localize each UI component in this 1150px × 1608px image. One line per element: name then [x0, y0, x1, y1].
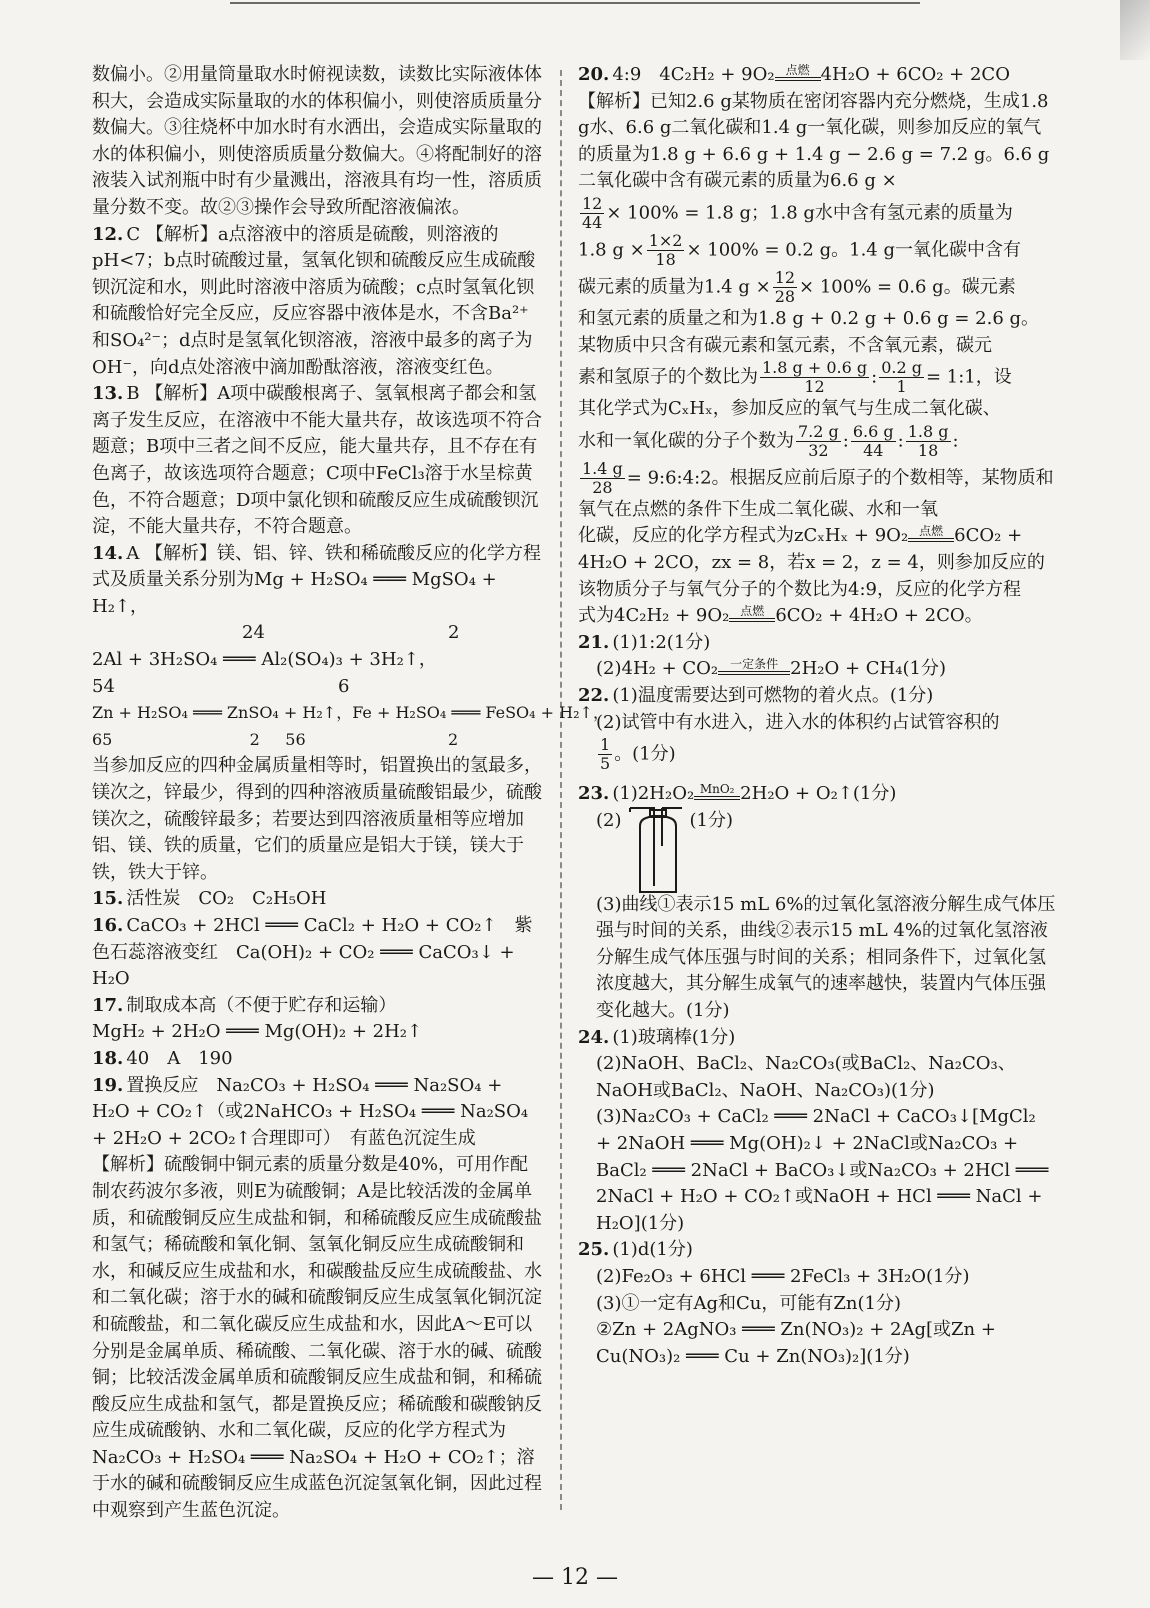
- denominator: 18: [655, 249, 676, 269]
- q20-line-i: [578, 460, 1056, 524]
- q16-text: CaCO₃ + 2HCl ═══ CaCl₂ + H₂O + CO₂↑ 紫色石蕊溶液变红 Ca(OH)₂ + CO₂ ═══ CaCO₃↓ + H₂O: [92, 915, 533, 990]
- fraction-12-44: [580, 195, 604, 232]
- q24-number: 24.: [578, 1026, 610, 1048]
- answer-15: [92, 886, 544, 913]
- fraction-1-5: [598, 736, 612, 773]
- numerator: 1.4 g: [582, 458, 623, 478]
- denominator: 28: [592, 477, 613, 497]
- gas-bottle-diagram-icon: [626, 806, 686, 896]
- q19-analysis: 【解析】硫酸铜中铜元素的质量分数是40%，可用作配制农药波尔多液，则E为硫酸铜；A是比较活泼的金属单质，和硫酸铜反应生成盐和铜，和稀硫酸反应生成硫酸盐和氢气；稀硫酸和氧化铜、氢氧化铜反应生成硫酸铜和水，和碱反应生成盐和水，和碳酸盐反应生成硫酸盐、水和二氧化碳；溶于水的碱和硫酸铜反应生成氢氧化铜沉淀和硫酸盐，和二氧化碳反应生成盐和水，因此A～E可以分别是金属单质、稀硫酸、二氧化碳、溶于水的碱、硫酸铜；比较活泼金属单质和硫酸铜反应生成盐和铜，和稀硫酸反应生成盐和氢气，都是置换反应；稀硫酸和碳酸钠反应生成硫酸钠、水和二氧化碳，反应的化学方程式为Na₂CO₃ + H₂SO₄ ═══ Na₂SO₄ + H₂O + CO₂↑；溶于水的碱和硫酸铜反应生成蓝色沉淀氢氧化铜，因此过程中观察到产生蓝色沉淀。: [92, 1154, 542, 1522]
- fraction-co: [580, 460, 625, 497]
- mno2-condition-arrow: [694, 783, 740, 808]
- q14-number: 14.: [92, 542, 124, 564]
- denominator: 28: [774, 286, 796, 306]
- q21-text-2a: (2)4H₂ + CO₂: [596, 658, 719, 680]
- numerator: 0.2 g: [881, 358, 922, 378]
- numerator: 12: [582, 193, 603, 213]
- q14-mass-2: 54 6: [92, 675, 350, 697]
- answer-24-part-2: (2)NaOH、BaCl₂、Na₂CO₃(或BaCl₂、Na₂CO₃、NaOH或BaCl₂、NaOH、Na₂CO₃)(1分): [596, 1053, 1016, 1101]
- fraction-co2: [851, 423, 896, 460]
- answer-17: [92, 993, 544, 1020]
- q20-text-f2: = 1:1，设: [925, 366, 1012, 388]
- q25-number: 25.: [578, 1239, 610, 1261]
- condition-label: MnO₂: [699, 781, 735, 796]
- q16-number: 16.: [92, 915, 124, 936]
- denominator: 12: [804, 377, 825, 397]
- denominator: 44: [582, 212, 603, 232]
- numerator: 12: [774, 267, 796, 287]
- q20-line-d: [578, 269, 1056, 306]
- q14-mass-1: 24 2: [242, 622, 460, 644]
- answer-23-part-3: (3)曲线①表示15 mL 6%的过氧化氢溶液分解生成气体压强与时间的关系，曲线②表示15 mL 4%的过氧化氢溶液分解生成气体压强与时间的关系；相同条件下，过氧化氢浓度越大，其分解生成氧气的速率越快，装置内气体压强变化越大。(1分): [596, 893, 1056, 1022]
- answer-14: [92, 541, 544, 621]
- q22-number: 22.: [578, 684, 610, 706]
- q14-equation-3: Zn + H₂SO₄ ═══ ZnSO₄ + H₂↑，Fe + H₂SO₄ ═══ FeSO₄ + H₂↑，: [92, 703, 609, 723]
- q18-text: 40 A 190: [126, 1047, 233, 1069]
- q14-mass-3: 65 2 56 2: [92, 729, 459, 749]
- fraction-2-18: [647, 232, 685, 269]
- right-column: [578, 62, 1056, 1370]
- double-arrow: [694, 796, 740, 800]
- q23-text-1a: (1)2H₂O₂: [612, 783, 695, 805]
- q20-number: 20.: [578, 64, 610, 85]
- q17-equation: MgH₂ + 2H₂O ═══ Mg(OH)₂ + 2H₂↑: [92, 1021, 423, 1043]
- denominator: 1: [896, 377, 907, 397]
- fraction-o2: [796, 423, 841, 460]
- condition-label: 点燃: [785, 62, 810, 77]
- q14-text: A 【解析】镁、铝、锌、铁和稀硫酸反应的化学方程式及质量关系分别为Mg + H₂SO₄ ═══ MgSO₄ + H₂↑，: [92, 542, 542, 617]
- q23-number: 23.: [578, 783, 610, 805]
- q20-line-j: [578, 523, 1056, 550]
- answer-25-part-1: [578, 1237, 1056, 1264]
- answer-21-part-1: [578, 630, 1056, 657]
- ignite-condition-arrow-3: [729, 605, 775, 630]
- double-arrow: [718, 671, 790, 675]
- denominator: 18: [917, 440, 939, 460]
- q13-text: B 【解析】A项中碳酸根离子、氢氧根离子都会和氢离子发生反应，在溶液中不能大量共存，故该选项不符合题意；B项中三者之间不反应，能大量共存，且不存在有色离子，故该选项符合题意；C项中FeCl₃溶于水呈棕黄色，不符合题意；D项中氯化钡和硫酸反应生成硫酸钡沉淀，不能大量共存，不符合题意。: [92, 383, 542, 538]
- top-rule: [230, 2, 920, 4]
- q19-number: 19.: [92, 1074, 124, 1096]
- q15-number: 15.: [92, 888, 124, 910]
- q20-text-c1: 1.8 g ×: [578, 239, 645, 261]
- answer-22-part-3: [578, 736, 1056, 773]
- q20-text-g: 其化学式为CₓHₓ，参加反应的氧气与生成二氧化碳、: [578, 398, 1001, 420]
- q20-text-e: 和氢元素的质量之和为1.8 g + 0.2 g + 0.6 g = 2.6 g。某物质中只含有碳元素和氢元素，不含氧元素，碳元: [578, 307, 1040, 356]
- answer-22-part-1: [578, 683, 1056, 710]
- answer-23-part-1: [578, 781, 1056, 808]
- answer-20: [578, 62, 1056, 89]
- fraction-h2o: [906, 423, 951, 460]
- condition-label: 点燃: [919, 523, 944, 538]
- q20-text-j2: 6CO₂ +: [954, 525, 1023, 547]
- numerator: 1.8 g + 0.6 g: [762, 358, 868, 378]
- q20-text-j1: 化碳，反应的化学方程式为zCₓHₓ + 9O₂: [578, 525, 909, 547]
- answer-25-part-4: ②Zn + 2AgNO₃ ═══ Zn(NO₃)₂ + 2Ag[或Zn + Cu(NO₃)₂ ═══ Cu + Zn(NO₃)₂](1分): [596, 1319, 996, 1367]
- answer-25-part-2: (2)Fe₂O₃ + 6HCl ═══ 2FeCl₃ + 3H₂O(1分): [596, 1266, 970, 1287]
- catalyst-condition-arrow: [718, 658, 790, 683]
- q20-line-l: [578, 603, 1056, 630]
- q14-equation-2: 2Al + 3H₂SO₄ ═══ Al₂(SO₄)₃ + 3H₂↑，: [92, 649, 437, 671]
- denominator: 32: [808, 440, 829, 460]
- numerator: 7.2 g: [798, 421, 839, 441]
- q15-text: 活性炭 CO₂ C₂H₅OH: [126, 888, 327, 910]
- denominator: 44: [863, 440, 884, 460]
- q20-line-h: 水和一氧化碳的分子个数为 $\frac{7.2 g}{32}$ : $\frac{6.6 g}{44}$ : $\frac{1.8 g}{18}$ :: [578, 421, 959, 460]
- q20-products: 4H₂O + 6CO₂ + 2CO: [820, 64, 1010, 85]
- q14-conclusion: 当参加反应的四种金属质量相等时，铝置换出的氢最多，镁次之，锌最少，得到的四种溶液质量硫酸铝最少，硫酸镁次之，硫酸锌最多；若要达到四溶液质量相等应增加铝、镁、铁的质量，它们的质量应是铝大于镁，镁大于铁，铁大于锌。: [92, 755, 542, 883]
- numerator: 6.6 g: [852, 421, 894, 441]
- q20-text-c2: × 100% = 0.2 g。1.4 g一氧化碳中含有: [686, 239, 1021, 261]
- q20-text-f1: 素和氢原子的个数比为: [578, 366, 758, 388]
- denominator: 5: [600, 754, 611, 774]
- q23-score-2: (1分): [689, 809, 733, 831]
- q12-number: 12.: [92, 223, 124, 245]
- q22-text-3: 。(1分): [614, 743, 676, 765]
- ignite-condition-arrow: [775, 64, 821, 89]
- double-arrow: [729, 618, 775, 622]
- condition-label: 一定条件: [730, 656, 779, 671]
- q20-text-k: 4H₂O + 2CO，zx = 8，若x = 2，z = 4，则参加反应的该物质分子与氧气分子的个数比为4:9，反应的化学方程: [578, 551, 1045, 600]
- double-arrow: [775, 77, 821, 81]
- q17-number: 17.: [92, 994, 124, 1016]
- q20-text-d2: × 100% = 0.6 g。碳元素: [799, 276, 1016, 298]
- q20-line-c: [578, 232, 1056, 269]
- q18-number: 18.: [92, 1047, 124, 1069]
- q20-text-l1: 式为4C₂H₂ + 9O₂: [578, 605, 730, 627]
- q25-text-1: (1)d(1分): [612, 1239, 693, 1261]
- q17-text: 制取成本高（不便于贮存和运输）: [126, 994, 397, 1016]
- q20-line-b: [578, 195, 1056, 232]
- q24-text-1: (1)玻璃棒(1分): [612, 1026, 736, 1048]
- q20-text-b: × 100% = 1.8 g；1.8 g水中含有氢元素的质量为: [606, 202, 1013, 224]
- q23-text-1b: 2H₂O + O₂↑(1分): [740, 783, 897, 805]
- q12-text: C 【解析】a点溶液中的溶质是硫酸，则溶液的pH<7；b点时硫酸过量，氢氧化钡和硫酸反应生成硫酸钡沉淀和水，则此时溶液中溶质为硫酸；c点时氢氧化钡和硫酸恰好完全反应，反应容器中液体是水，不含Ba²⁺和SO₄²⁻；d点时是氢氧化钡溶液，溶液中最多的离子为OH⁻，向d点处溶液中滴加酚酞溶液，溶液变红色。: [92, 223, 536, 378]
- answer-12: [92, 222, 544, 382]
- condition-label: 点燃: [740, 603, 765, 618]
- ignite-condition-arrow-2: [908, 525, 954, 550]
- answer-18: [92, 1046, 544, 1073]
- answer-22-part-2: (2)试管中有水进入，进入水的体积约占试管容积的: [596, 711, 1000, 733]
- q20-text-i: = 9:6:4:2。根据反应前后原子的个数相等，某物质和氧气在点燃的条件下生成二氧化碳、水和一氧: [578, 467, 1054, 520]
- q20-text-h1: 水和一氧化碳的分子个数为: [578, 430, 794, 452]
- column-divider: [560, 70, 562, 1510]
- answer-25-part-3: (3)①一定有Ag和Cu，可能有Zn(1分): [596, 1292, 901, 1314]
- q21-text-1: (1)1:2(1分): [612, 631, 711, 653]
- q21-text-2b: 2H₂O + CH₄(1分): [790, 658, 946, 680]
- q20-text-l2: 6CO₂ + 4H₂O + 2CO。: [775, 605, 983, 627]
- q20-ratio-equation: 4:9 4C₂H₂ + 9O₂: [612, 64, 775, 85]
- answer-21-part-2: [578, 656, 1056, 683]
- fraction-c-atoms: [760, 359, 869, 396]
- q20-text-d1: 碳元素的质量为1.4 g ×: [578, 276, 771, 298]
- page-number: — 12 —: [532, 1565, 618, 1590]
- answer-16: [92, 913, 544, 993]
- fraction-h-atoms: [879, 359, 924, 396]
- page-corner-shadow: [1120, 0, 1150, 60]
- answer-19: [92, 1073, 544, 1153]
- double-arrow: [908, 538, 954, 542]
- intro-paragraph: 数偏小。②用量筒量取水时俯视读数，读数比实际液体体积大，会造成实际量取的水的体积偏小，则使溶质质量分数偏大。③往烧杯中加水时有水洒出，会造成实际量取的水的体积偏小，则使溶质质量分数偏大。④将配制好的溶液装入试剂瓶中时有少量溅出，溶液具有均一性，溶质质量分数不变。故②③操作会导致所配溶液偏浓。: [92, 64, 542, 218]
- q22-text-1: (1)温度需要达到可燃物的着火点。(1分): [612, 684, 934, 706]
- answer-13: [92, 381, 544, 541]
- answer-23-part-2: [578, 808, 1056, 896]
- numerator: 1.8 g: [907, 421, 949, 441]
- answer-24-part-3: (3)Na₂CO₃ + CaCl₂ ═══ 2NaCl + CaCO₃↓[MgCl₂ + 2NaOH ═══ Mg(OH)₂↓ + 2NaCl或Na₂CO₃ + BaCl₂ ═══ 2NaCl + BaCO₃↓或Na₂CO₃ + 2HCl ═══ 2NaCl + H₂O + CO₂↑或NaOH + HCl ═══ NaCl + H₂O](1分): [596, 1106, 1049, 1234]
- answer-24-part-1: [578, 1025, 1056, 1052]
- fraction-12-28: [773, 269, 797, 306]
- q23-text-2: (2): [596, 809, 622, 831]
- q21-number: 21.: [578, 631, 610, 653]
- q20-line-f: 素和氢原子的个数比为 $\frac{1.8 g + 0.6 g}{12}$ : $\frac{0.2 g}{1}$ = 1:1，设: [578, 358, 1012, 397]
- q19-text: 置换反应 Na₂CO₃ + H₂SO₄ ═══ Na₂SO₄ + H₂O + CO₂↑（或2NaHCO₃ + H₂SO₄ ═══ Na₂SO₄ + 2H₂O + 2CO₂↑合理即可） 有蓝色沉淀生成: [92, 1074, 529, 1149]
- numerator: 1×2: [648, 230, 683, 250]
- q20-analysis-a: 【解析】已知2.6 g某物质在密闭容器内充分燃烧，生成1.8 g水、6.6 g二氧化碳和1.4 g一氧化碳，则参加反应的氧气的质量为1.8 g + 6.6 g + 1.4 g − 2.6 g = 7.2 g。6.6 g二氧化碳中含有碳元素的质量为6.6 g ×: [578, 90, 1050, 192]
- q13-number: 13.: [92, 383, 124, 405]
- numerator: 1: [600, 735, 611, 755]
